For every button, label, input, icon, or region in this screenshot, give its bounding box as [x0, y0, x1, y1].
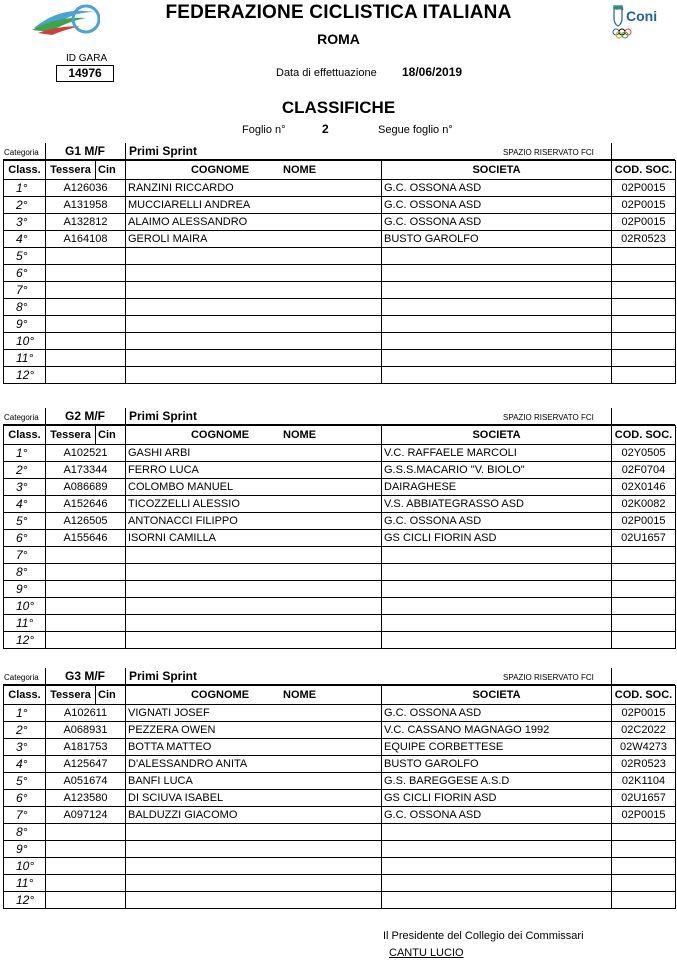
- table-row: [4, 858, 676, 875]
- position-cell: 12°: [4, 367, 46, 384]
- cod-soc-cell: [612, 265, 676, 282]
- societa-cell: G.C. OSSONA ASD: [382, 513, 612, 530]
- col-cognome-nome: [126, 161, 382, 180]
- societa-cell: V.S. ABBIATEGRASSO ASD: [382, 496, 612, 513]
- sheet-title: CLASSIFICHE: [281, 98, 396, 117]
- cod-soc-cell: [612, 248, 676, 265]
- societa-cell: [382, 892, 612, 909]
- cod-soc-cell: 02K0082: [612, 496, 676, 513]
- category-description: Primi Sprint: [129, 144, 198, 158]
- table-row: [4, 333, 676, 350]
- table-header: [4, 686, 676, 705]
- fci-reserved-label: SPAZIO RISERVATO FCI: [503, 413, 594, 422]
- societa-cell: GS CICLI FIORIN ASD: [382, 790, 612, 807]
- tessera-cell: [46, 265, 126, 282]
- cod-soc-cell: 02P0015: [612, 180, 676, 197]
- footer-title: Il Presidente del Collegio dei Commissari: [383, 930, 584, 942]
- tessera-cell: A181753: [46, 739, 126, 756]
- cod-soc-cell: 02U1657: [612, 530, 676, 547]
- date-label: Data di effettuazione: [276, 67, 377, 79]
- tessera-cell: A126505: [46, 513, 126, 530]
- societa-cell: [382, 824, 612, 841]
- category-value: G2 M/F: [65, 409, 106, 423]
- table-row: [4, 547, 676, 564]
- position-cell: 12°: [4, 632, 46, 649]
- athlete-name-cell: [126, 367, 382, 384]
- athlete-name-cell: ISORNI CAMILLA: [126, 530, 382, 547]
- position-cell: 10°: [4, 858, 46, 875]
- tessera-cell: [46, 367, 126, 384]
- table-row: [4, 445, 676, 462]
- tessera-cell: A123580: [46, 790, 126, 807]
- cod-soc-cell: 02P0015: [612, 197, 676, 214]
- cod-soc-cell: [612, 615, 676, 632]
- position-cell: 4°: [4, 496, 46, 513]
- tessera-cell: A132812: [46, 214, 126, 231]
- societa-cell: GS CICLI FIORIN ASD: [382, 530, 612, 547]
- divider: [611, 143, 612, 159]
- table-row: [4, 496, 676, 513]
- col-nome: NOME: [283, 429, 317, 441]
- col-cin: Cin: [96, 161, 126, 180]
- societa-cell: [382, 248, 612, 265]
- societa-cell: G.S. BAREGGESE A.S.D: [382, 773, 612, 790]
- cod-soc-cell: [612, 841, 676, 858]
- tessera-cell: [46, 598, 126, 615]
- athlete-name-cell: RANZINI RICCARDO: [126, 180, 382, 197]
- cod-soc-cell: [612, 367, 676, 384]
- position-cell: 5°: [4, 248, 46, 265]
- cod-soc-cell: 02P0015: [612, 807, 676, 824]
- cod-soc-cell: 02P0015: [612, 513, 676, 530]
- coni-logo-text: Coni: [626, 8, 658, 24]
- table-row: [4, 632, 676, 649]
- position-cell: 11°: [4, 350, 46, 367]
- tessera-cell: A068931: [46, 722, 126, 739]
- cod-soc-cell: [612, 564, 676, 581]
- tessera-cell: [46, 632, 126, 649]
- position-cell: 6°: [4, 790, 46, 807]
- position-cell: 10°: [4, 598, 46, 615]
- divider: [125, 143, 126, 159]
- divider: [125, 408, 126, 424]
- athlete-name-cell: [126, 547, 382, 564]
- table-header: [4, 161, 676, 180]
- athlete-name-cell: GEROLI MAIRA: [126, 231, 382, 248]
- cod-soc-cell: [612, 824, 676, 841]
- position-cell: 2°: [4, 197, 46, 214]
- table-row: [4, 231, 676, 248]
- societa-cell: V.C. RAFFAELE MARCOLI: [382, 445, 612, 462]
- athlete-name-cell: DI SCIUVA ISABEL: [126, 790, 382, 807]
- table-row: [4, 705, 676, 722]
- position-cell: 8°: [4, 564, 46, 581]
- position-cell: 3°: [4, 214, 46, 231]
- athlete-name-cell: BOTTA MATTEO: [126, 739, 382, 756]
- athlete-name-cell: [126, 333, 382, 350]
- cod-soc-cell: [612, 282, 676, 299]
- position-cell: 2°: [4, 462, 46, 479]
- athlete-name-cell: [126, 350, 382, 367]
- col-cognome: COGNOME: [190, 689, 250, 701]
- position-cell: 5°: [4, 513, 46, 530]
- results-table: [3, 160, 676, 384]
- position-cell: 3°: [4, 479, 46, 496]
- category-row: [3, 665, 675, 685]
- section-g2-m-f: [3, 405, 675, 649]
- societa-cell: G.C. OSSONA ASD: [382, 197, 612, 214]
- athlete-name-cell: [126, 581, 382, 598]
- societa-cell: [382, 564, 612, 581]
- athlete-name-cell: ANTONACCI FILIPPO: [126, 513, 382, 530]
- coni-logo: [608, 2, 674, 40]
- cod-soc-cell: 02W4273: [612, 739, 676, 756]
- table-header: [4, 426, 676, 445]
- divider: [611, 408, 612, 424]
- tessera-cell: A126036: [46, 180, 126, 197]
- table-row: [4, 462, 676, 479]
- table-row: [4, 581, 676, 598]
- table-row: [4, 892, 676, 909]
- tessera-cell: [46, 858, 126, 875]
- table-row: [4, 265, 676, 282]
- col-nome: NOME: [283, 689, 317, 701]
- foglio-value: 2: [322, 122, 329, 136]
- col-cognome: COGNOME: [190, 429, 250, 441]
- col-class: Class.: [4, 686, 46, 705]
- athlete-name-cell: [126, 858, 382, 875]
- results-table: [3, 685, 676, 909]
- position-cell: 1°: [4, 180, 46, 197]
- table-row: [4, 824, 676, 841]
- cod-soc-cell: 02F0704: [612, 462, 676, 479]
- position-cell: 9°: [4, 316, 46, 333]
- section-g3-m-f: [3, 665, 675, 909]
- societa-cell: [382, 875, 612, 892]
- cod-soc-cell: 02R0523: [612, 231, 676, 248]
- category-row: [3, 405, 675, 425]
- cod-soc-cell: 02P0015: [612, 214, 676, 231]
- position-cell: 8°: [4, 299, 46, 316]
- category-label: Categoria: [4, 148, 39, 157]
- position-cell: 2°: [4, 722, 46, 739]
- athlete-name-cell: MUCCIARELLI ANDREA: [126, 197, 382, 214]
- athlete-name-cell: FERRO LUCA: [126, 462, 382, 479]
- cod-soc-cell: [612, 299, 676, 316]
- athlete-name-cell: [126, 841, 382, 858]
- cod-soc-cell: [612, 875, 676, 892]
- col-tessera: Tessera: [46, 161, 96, 180]
- tessera-cell: [46, 316, 126, 333]
- footer-signer-name: CANTU LUCIO: [389, 947, 464, 959]
- cod-soc-cell: [612, 858, 676, 875]
- position-cell: 6°: [4, 530, 46, 547]
- position-cell: 4°: [4, 231, 46, 248]
- segue-foglio-label: Segue foglio n°: [378, 124, 453, 136]
- table-row: [4, 197, 676, 214]
- col-cin: Cin: [96, 686, 126, 705]
- table-row: [4, 316, 676, 333]
- athlete-name-cell: [126, 632, 382, 649]
- tessera-cell: [46, 581, 126, 598]
- col-cognome: COGNOME: [190, 164, 250, 176]
- position-cell: 7°: [4, 282, 46, 299]
- athlete-name-cell: D'ALESSANDRO ANITA: [126, 756, 382, 773]
- tessera-cell: A102521: [46, 445, 126, 462]
- tessera-cell: A131958: [46, 197, 126, 214]
- tessera-cell: [46, 333, 126, 350]
- coni-logo-small-text: Italia: [613, 6, 624, 12]
- societa-cell: [382, 598, 612, 615]
- athlete-name-cell: [126, 282, 382, 299]
- societa-cell: [382, 858, 612, 875]
- societa-cell: [382, 299, 612, 316]
- athlete-name-cell: BANFI LUCA: [126, 773, 382, 790]
- cod-soc-cell: [612, 547, 676, 564]
- table-row: [4, 841, 676, 858]
- cod-soc-cell: 02K1104: [612, 773, 676, 790]
- col-societa: SOCIETA: [382, 686, 612, 705]
- tessera-cell: A102611: [46, 705, 126, 722]
- table-row: [4, 248, 676, 265]
- position-cell: 7°: [4, 807, 46, 824]
- category-value: G1 M/F: [65, 144, 106, 158]
- divider: [125, 668, 126, 684]
- tessera-cell: [46, 564, 126, 581]
- athlete-name-cell: PEZZERA OWEN: [126, 722, 382, 739]
- section-g1-m-f: [3, 140, 675, 384]
- societa-cell: EQUIPE CORBETTESE: [382, 739, 612, 756]
- tessera-cell: A097124: [46, 807, 126, 824]
- athlete-name-cell: VIGNATI JOSEF: [126, 705, 382, 722]
- position-cell: 11°: [4, 615, 46, 632]
- athlete-name-cell: [126, 316, 382, 333]
- societa-cell: BUSTO GAROLFO: [382, 231, 612, 248]
- position-cell: 4°: [4, 756, 46, 773]
- divider: [45, 668, 46, 684]
- athlete-name-cell: ALAIMO ALESSANDRO: [126, 214, 382, 231]
- col-cod-soc: COD. SOC.: [612, 426, 676, 445]
- date-value: 18/06/2019: [402, 65, 463, 79]
- foglio-label: Foglio n°: [242, 124, 286, 136]
- societa-cell: V.C. CASSANO MAGNAGO 1992: [382, 722, 612, 739]
- position-cell: 3°: [4, 739, 46, 756]
- divider: [611, 668, 612, 684]
- athlete-name-cell: [126, 892, 382, 909]
- position-cell: 11°: [4, 875, 46, 892]
- tessera-cell: [46, 892, 126, 909]
- col-cognome-nome: [126, 426, 382, 445]
- cod-soc-cell: [612, 581, 676, 598]
- cod-soc-cell: [612, 598, 676, 615]
- position-cell: 1°: [4, 705, 46, 722]
- id-gara-value: 14976: [56, 65, 114, 82]
- table-row: [4, 180, 676, 197]
- tessera-cell: [46, 824, 126, 841]
- table-row: [4, 739, 676, 756]
- col-tessera: Tessera: [46, 686, 96, 705]
- col-class: Class.: [4, 161, 46, 180]
- tessera-cell: [46, 350, 126, 367]
- table-row: [4, 282, 676, 299]
- cod-soc-cell: 02R0523: [612, 756, 676, 773]
- position-cell: 9°: [4, 581, 46, 598]
- table-row: [4, 756, 676, 773]
- tessera-cell: [46, 841, 126, 858]
- table-row: [4, 598, 676, 615]
- position-cell: 9°: [4, 841, 46, 858]
- athlete-name-cell: TICOZZELLI ALESSIO: [126, 496, 382, 513]
- tessera-cell: A173344: [46, 462, 126, 479]
- tessera-cell: A164108: [46, 231, 126, 248]
- position-cell: 7°: [4, 547, 46, 564]
- athlete-name-cell: COLOMBO MANUEL: [126, 479, 382, 496]
- cod-soc-cell: 02X0146: [612, 479, 676, 496]
- table-row: [4, 479, 676, 496]
- athlete-name-cell: [126, 875, 382, 892]
- societa-cell: [382, 547, 612, 564]
- tessera-cell: A086689: [46, 479, 126, 496]
- societa-cell: G.C. OSSONA ASD: [382, 705, 612, 722]
- divider: [45, 143, 46, 159]
- category-description: Primi Sprint: [129, 669, 198, 683]
- category-label: Categoria: [4, 673, 39, 682]
- position-cell: 8°: [4, 824, 46, 841]
- tessera-cell: [46, 299, 126, 316]
- athlete-name-cell: [126, 248, 382, 265]
- cod-soc-cell: [612, 350, 676, 367]
- societa-cell: G.S.S.MACARIO "V. BIOLO": [382, 462, 612, 479]
- id-gara-label: ID GARA: [66, 53, 108, 64]
- position-cell: 12°: [4, 892, 46, 909]
- table-row: [4, 367, 676, 384]
- tessera-cell: [46, 547, 126, 564]
- col-tessera: Tessera: [46, 426, 96, 445]
- category-label: Categoria: [4, 413, 39, 422]
- societa-cell: G.C. OSSONA ASD: [382, 807, 612, 824]
- cod-soc-cell: [612, 892, 676, 909]
- table-row: [4, 513, 676, 530]
- societa-cell: [382, 350, 612, 367]
- table-row: [4, 875, 676, 892]
- position-cell: 1°: [4, 445, 46, 462]
- societa-cell: [382, 282, 612, 299]
- tessera-cell: [46, 282, 126, 299]
- federation-title: FEDERAZIONE CICLISTICA ITALIANA: [165, 2, 512, 23]
- category-value: G3 M/F: [65, 669, 106, 683]
- societa-cell: [382, 632, 612, 649]
- position-cell: 6°: [4, 265, 46, 282]
- societa-cell: DAIRAGHESE: [382, 479, 612, 496]
- tessera-cell: [46, 615, 126, 632]
- athlete-name-cell: [126, 598, 382, 615]
- societa-cell: G.C. OSSONA ASD: [382, 180, 612, 197]
- cod-soc-cell: [612, 333, 676, 350]
- cod-soc-cell: [612, 316, 676, 333]
- cod-soc-cell: 02Y0505: [612, 445, 676, 462]
- athlete-name-cell: [126, 564, 382, 581]
- athlete-name-cell: GASHI ARBI: [126, 445, 382, 462]
- athlete-name-cell: BALDUZZI GIACOMO: [126, 807, 382, 824]
- col-cod-soc: COD. SOC.: [612, 686, 676, 705]
- tessera-cell: A051674: [46, 773, 126, 790]
- col-cod-soc: COD. SOC.: [612, 161, 676, 180]
- tessera-cell: [46, 875, 126, 892]
- societa-cell: [382, 581, 612, 598]
- athlete-name-cell: [126, 615, 382, 632]
- athlete-name-cell: [126, 824, 382, 841]
- col-societa: SOCIETA: [382, 161, 612, 180]
- societa-cell: [382, 367, 612, 384]
- table-row: [4, 773, 676, 790]
- divider: [45, 408, 46, 424]
- cod-soc-cell: 02U1657: [612, 790, 676, 807]
- table-row: [4, 530, 676, 547]
- tessera-cell: A125647: [46, 756, 126, 773]
- societa-cell: [382, 841, 612, 858]
- category-description: Primi Sprint: [129, 409, 198, 423]
- societa-cell: [382, 265, 612, 282]
- cod-soc-cell: 02C2022: [612, 722, 676, 739]
- position-cell: 10°: [4, 333, 46, 350]
- societa-cell: BUSTO GAROLFO: [382, 756, 612, 773]
- category-row: [3, 140, 675, 160]
- cod-soc-cell: [612, 632, 676, 649]
- results-table: [3, 425, 676, 649]
- cod-soc-cell: 02P0015: [612, 705, 676, 722]
- societa-cell: G.C. OSSONA ASD: [382, 214, 612, 231]
- table-row: [4, 790, 676, 807]
- fci-reserved-label: SPAZIO RISERVATO FCI: [503, 673, 594, 682]
- table-row: [4, 299, 676, 316]
- athlete-name-cell: [126, 265, 382, 282]
- table-row: [4, 722, 676, 739]
- societa-cell: [382, 316, 612, 333]
- table-row: [4, 807, 676, 824]
- col-cognome-nome: [126, 686, 382, 705]
- societa-cell: [382, 333, 612, 350]
- table-row: [4, 615, 676, 632]
- col-nome: NOME: [283, 164, 317, 176]
- athlete-name-cell: [126, 299, 382, 316]
- fci-reserved-label: SPAZIO RISERVATO FCI: [503, 148, 594, 157]
- table-row: [4, 350, 676, 367]
- tessera-cell: A155646: [46, 530, 126, 547]
- city-title: ROMA: [317, 31, 360, 47]
- tessera-cell: A152646: [46, 496, 126, 513]
- col-class: Class.: [4, 426, 46, 445]
- table-row: [4, 214, 676, 231]
- col-cin: Cin: [96, 426, 126, 445]
- tessera-cell: [46, 248, 126, 265]
- table-row: [4, 564, 676, 581]
- societa-cell: [382, 615, 612, 632]
- col-societa: SOCIETA: [382, 426, 612, 445]
- position-cell: 5°: [4, 773, 46, 790]
